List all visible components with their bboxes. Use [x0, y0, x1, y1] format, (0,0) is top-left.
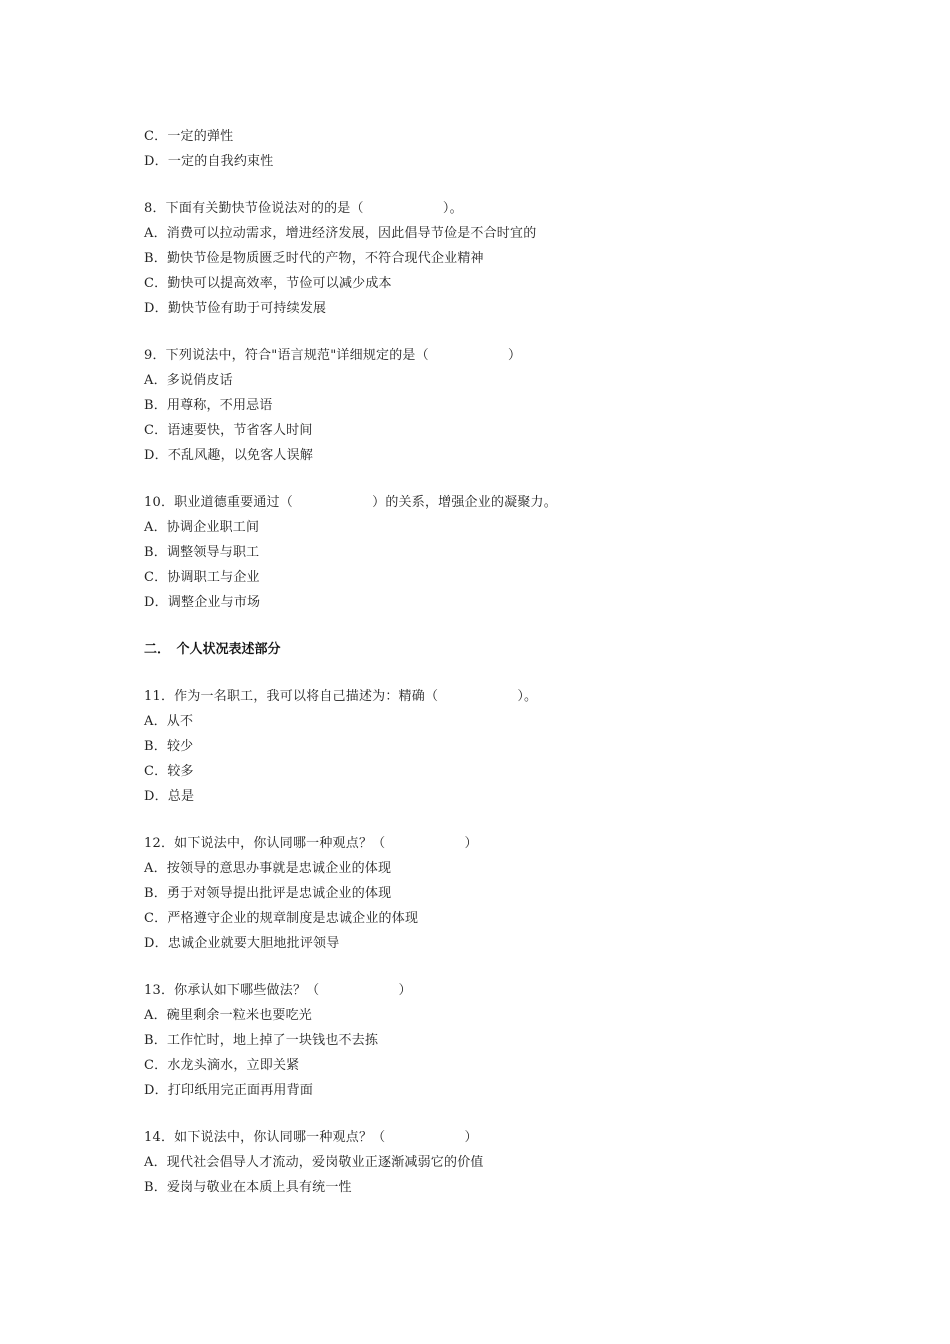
option-b: B．用尊称，不用忌语	[144, 398, 273, 413]
question-text: 8．下面有关勤快节俭说法对的的是（ ）。	[144, 201, 463, 216]
question-text: 14．如下说法中，你认同哪一种观点？（ ）	[144, 1130, 478, 1145]
question-text: 12．如下说法中，你认同哪一种观点？（ ）	[144, 836, 478, 851]
option-b: B．较少	[144, 739, 194, 754]
option-a: A．消费可以拉动需求，增进经济发展，因此倡导节俭是不合时宜的	[144, 226, 537, 241]
question-7-tail	[144, 124, 844, 174]
option-d: D．打印纸用完正面再用背面	[144, 1083, 314, 1098]
option-c: C．语速要快，节省客人时间	[144, 423, 313, 438]
option-c: C．较多	[144, 764, 194, 779]
option-c: C．严格遵守企业的规章制度是忠诚企业的体现	[144, 911, 419, 926]
question-11	[144, 684, 844, 809]
option-d: D．勤快节俭有助于可持续发展	[144, 301, 327, 316]
question-10	[144, 490, 844, 615]
option-d: D．不乱风趣，以免客人误解	[144, 448, 314, 463]
option-d: D．调整企业与市场	[144, 595, 261, 610]
question-8	[144, 196, 844, 321]
option-a: A．按领导的意思办事就是忠诚企业的体现	[144, 861, 392, 876]
option-b: B．勤快节俭是物质匮乏时代的产物，不符合现代企业精神	[144, 251, 484, 266]
exam-page	[144, 124, 844, 1200]
question-14	[144, 1125, 844, 1200]
option-c: C．协调职工与企业	[144, 570, 260, 585]
option-a: A．碗里剩余一粒米也要吃光	[144, 1008, 312, 1023]
option-b: B．调整领导与职工	[144, 545, 260, 560]
question-text: 13．你承认如下哪些做法？（ ）	[144, 983, 412, 998]
option-b: B．工作忙时，地上掉了一块钱也不去拣	[144, 1033, 379, 1048]
option-c: C．勤快可以提高效率，节俭可以减少成本	[144, 276, 392, 291]
question-text: 10．职业道德重要通过（ ）的关系，增强企业的凝聚力。	[144, 495, 557, 510]
option-b: B．勇于对领导提出批评是忠诚企业的体现	[144, 886, 392, 901]
spacer	[144, 174, 844, 196]
question-13	[144, 978, 844, 1103]
question-text: 9．下列说法中，符合"语言规范"详细规定的是（ ）	[144, 348, 522, 363]
option-a: A．多说俏皮话	[144, 373, 233, 388]
option-a: A．现代社会倡导人才流动，爱岗敬业正逐渐减弱它的价值	[144, 1155, 484, 1170]
spacer	[144, 468, 844, 490]
option-b: B．爱岗与敬业在本质上具有统一性	[144, 1180, 352, 1195]
option-c: C．一定的弹性	[144, 129, 234, 144]
section-heading: 二． 个人状况表述部分	[144, 642, 281, 657]
spacer	[144, 662, 844, 684]
spacer	[144, 615, 844, 637]
question-12	[144, 831, 844, 956]
spacer	[144, 321, 844, 343]
option-d: D．总是	[144, 789, 195, 804]
question-9	[144, 343, 844, 468]
spacer	[144, 1103, 844, 1125]
option-c: C．水龙头滴水，立即关紧	[144, 1058, 300, 1073]
question-text: 11．作为一名职工，我可以将自己描述为：精确（ ）。	[144, 689, 538, 704]
option-d: D．忠诚企业就要大胆地批评领导	[144, 936, 340, 951]
spacer	[144, 809, 844, 831]
option-a: A．从不	[144, 714, 194, 729]
spacer	[144, 956, 844, 978]
option-d: D．一定的自我约束性	[144, 154, 274, 169]
option-a: A．协调企业职工间	[144, 520, 260, 535]
